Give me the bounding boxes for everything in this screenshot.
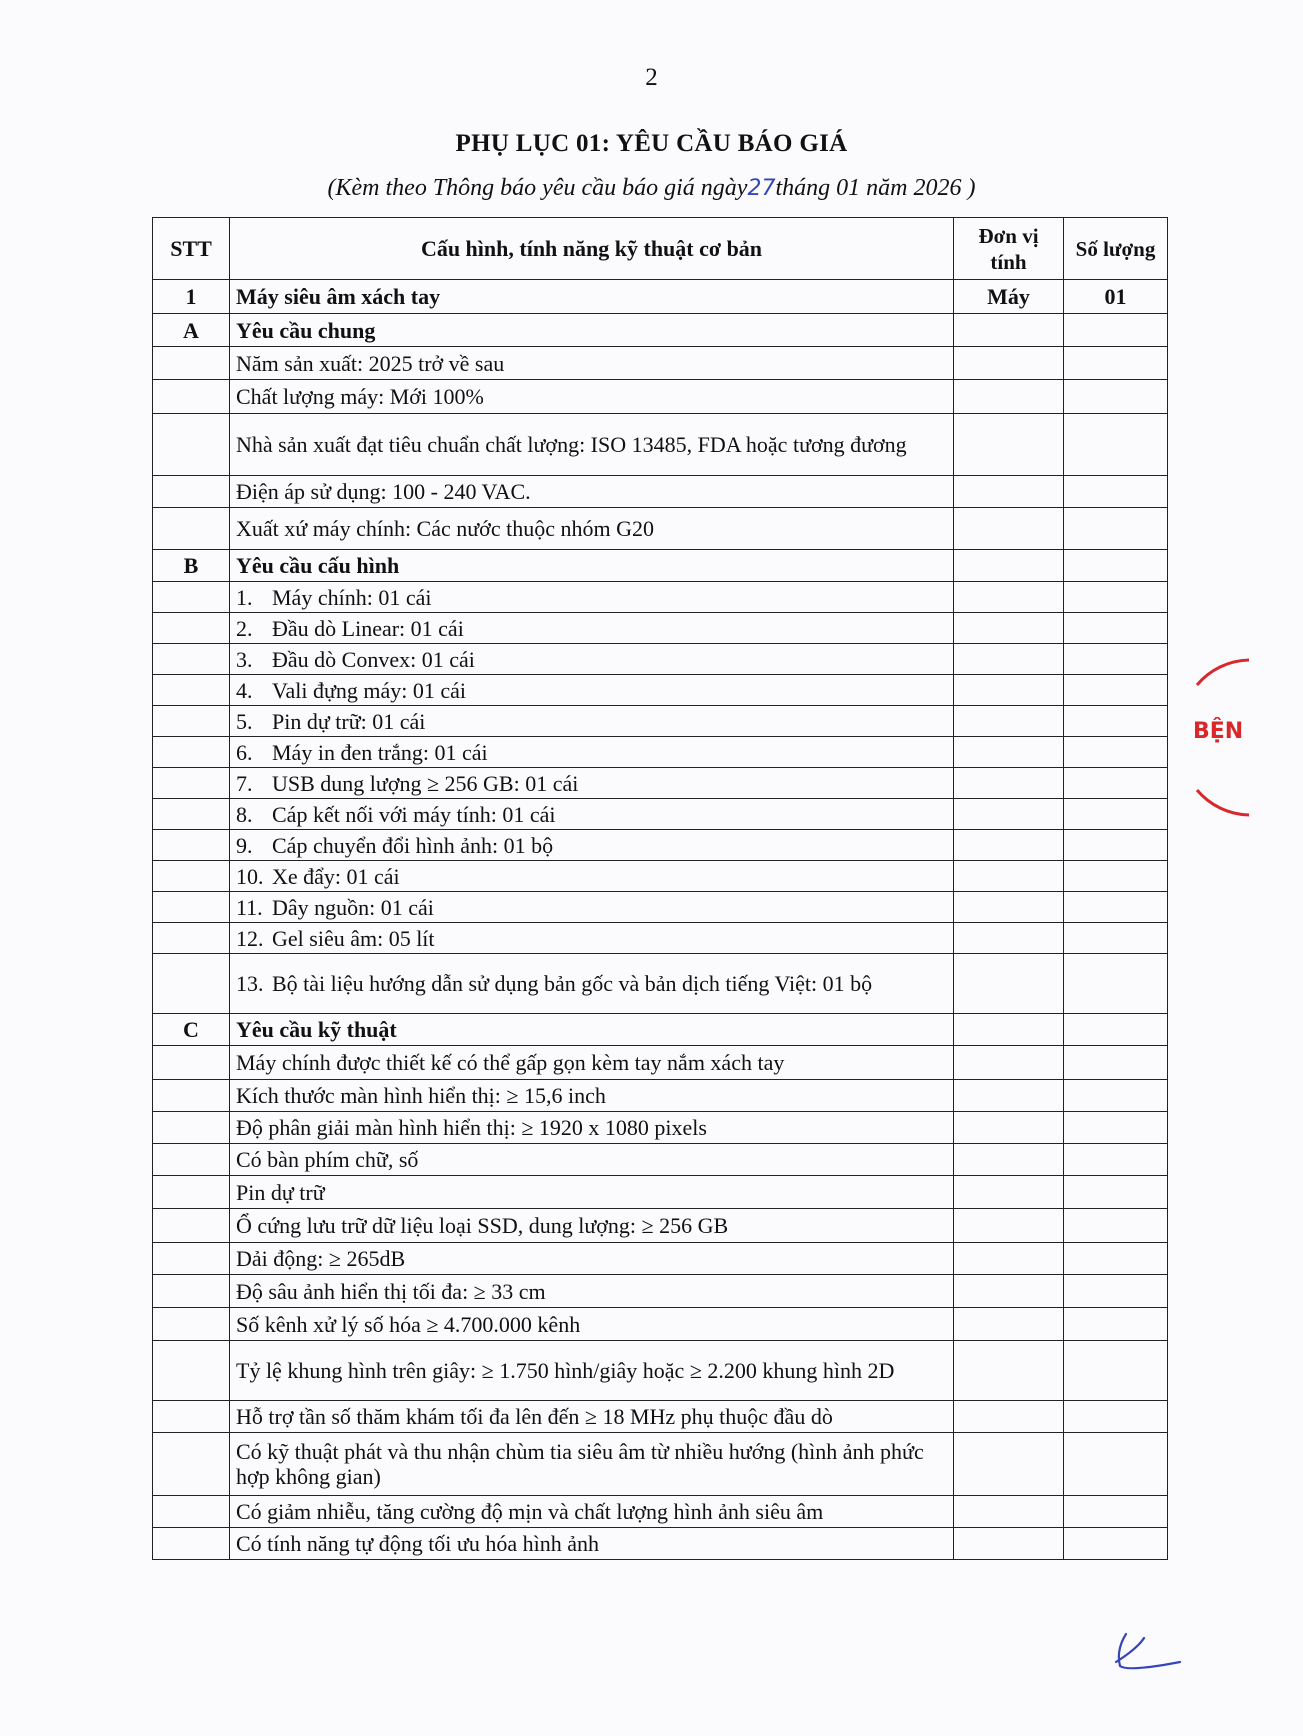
empty-cell (1064, 582, 1168, 613)
empty-cell (153, 1046, 230, 1080)
empty-cell (153, 1433, 230, 1496)
table-row (153, 1308, 1168, 1341)
empty-cell (1064, 1401, 1168, 1433)
empty-cell (153, 613, 230, 644)
table-row (153, 582, 1168, 613)
page-number: 2 (645, 64, 658, 91)
table-row (153, 861, 1168, 892)
config-item (230, 954, 954, 1014)
empty-cell (954, 675, 1064, 706)
section-b-row (153, 550, 1168, 582)
empty-cell (954, 1528, 1064, 1560)
empty-cell (1064, 861, 1168, 892)
empty-cell (954, 1401, 1064, 1433)
item-text: Đầu dò Linear: 01 cái (272, 615, 464, 641)
empty-cell (954, 414, 1064, 476)
empty-cell (1064, 768, 1168, 799)
empty-cell (1064, 954, 1168, 1014)
empty-cell (1064, 414, 1168, 476)
empty-cell (954, 1496, 1064, 1528)
spec-text: Ổ cứng lưu trữ dữ liệu loại SSD, dung lượng: ≥ 256 GB (230, 1209, 954, 1243)
subtitle-after: tháng 01 năm 2026 ) (775, 175, 976, 201)
empty-cell (153, 799, 230, 830)
empty-cell (153, 768, 230, 799)
spec-text: Kích thước màn hình hiển thị: ≥ 15,6 inch (230, 1080, 954, 1112)
item-text: Gel siêu âm: 05 lít (272, 925, 435, 951)
empty-cell (153, 347, 230, 380)
table-row (153, 347, 1168, 380)
empty-cell (1064, 1275, 1168, 1308)
item-number: 5. (236, 708, 253, 734)
empty-cell (1064, 508, 1168, 550)
spec-text: Máy chính được thiết kế có thể gấp gọn kèm tay nắm xách tay (230, 1046, 954, 1080)
empty-cell (954, 1014, 1064, 1046)
empty-cell (153, 1209, 230, 1243)
item-number: 10. (236, 863, 264, 889)
table-row (153, 644, 1168, 675)
table-row (153, 923, 1168, 954)
config-item (230, 768, 954, 799)
signature-mark (1098, 1628, 1183, 1676)
spec-text: Dải động: ≥ 265dB (230, 1243, 954, 1275)
subtitle-before: (Kèm theo Thông báo yêu cầu báo giá ngày (327, 175, 748, 201)
item-number: 2. (236, 615, 253, 641)
product-stt: 1 (153, 280, 230, 314)
empty-cell (1064, 1014, 1168, 1046)
table-row (153, 380, 1168, 414)
section-b-stt: B (153, 550, 230, 582)
empty-cell (954, 892, 1064, 923)
empty-cell (1064, 1046, 1168, 1080)
empty-cell (954, 508, 1064, 550)
empty-cell (954, 582, 1064, 613)
item-text: Vali đựng máy: 01 cái (272, 677, 466, 703)
empty-cell (153, 1144, 230, 1176)
empty-cell (1064, 1080, 1168, 1112)
config-item-wrap (236, 585, 947, 610)
empty-cell (954, 1433, 1064, 1496)
empty-cell (954, 1275, 1064, 1308)
empty-cell (153, 892, 230, 923)
table-row (153, 1528, 1168, 1560)
empty-cell (1064, 1528, 1168, 1560)
config-item-wrap (236, 740, 947, 765)
header-stt: STT (153, 218, 230, 280)
table-row (153, 476, 1168, 508)
table-row (153, 706, 1168, 737)
empty-cell (954, 347, 1064, 380)
empty-cell (153, 644, 230, 675)
section-c-title: Yêu cầu kỹ thuật (230, 1014, 954, 1046)
empty-cell (1064, 1144, 1168, 1176)
table-row (153, 1401, 1168, 1433)
header-qty: Số lượng (1064, 218, 1168, 280)
product-unit: Máy (954, 280, 1064, 314)
section-a-title: Yêu cầu chung (230, 314, 954, 347)
product-qty: 01 (1064, 280, 1168, 314)
config-item (230, 675, 954, 706)
item-text: Pin dự trữ: 01 cái (272, 708, 426, 734)
empty-cell (954, 550, 1064, 582)
empty-cell (954, 861, 1064, 892)
item-text: Máy in đen trắng: 01 cái (272, 739, 488, 765)
item-number: 9. (236, 832, 253, 858)
empty-cell (954, 830, 1064, 861)
config-item (230, 799, 954, 830)
empty-cell (954, 1176, 1064, 1209)
empty-cell (153, 508, 230, 550)
config-item-wrap (236, 709, 947, 734)
config-item-wrap (236, 678, 947, 703)
config-item (230, 830, 954, 861)
empty-cell (1064, 1209, 1168, 1243)
table-row (153, 892, 1168, 923)
spec-text: Có giảm nhiễu, tăng cường độ mịn và chất lượng hình ảnh siêu âm (230, 1496, 954, 1528)
empty-cell (153, 1176, 230, 1209)
empty-cell (153, 830, 230, 861)
table-row (153, 1046, 1168, 1080)
table-row (153, 1243, 1168, 1275)
empty-cell (954, 476, 1064, 508)
config-item-wrap (236, 616, 947, 641)
empty-cell (1064, 644, 1168, 675)
product-row (153, 280, 1168, 314)
empty-cell (153, 675, 230, 706)
config-item-wrap (236, 771, 947, 796)
config-item-wrap (236, 802, 947, 827)
config-item-wrap (236, 895, 947, 920)
table-row (153, 675, 1168, 706)
table-row (153, 1275, 1168, 1308)
empty-cell (153, 1080, 230, 1112)
table-row (153, 1080, 1168, 1112)
table-row (153, 1433, 1168, 1496)
item-text: Cáp kết nối với máy tính: 01 cái (272, 801, 556, 827)
item-text: Dây nguồn: 01 cái (272, 894, 434, 920)
empty-cell (153, 380, 230, 414)
spec-text: Năm sản xuất: 2025 trở về sau (230, 347, 954, 380)
empty-cell (1064, 314, 1168, 347)
empty-cell (153, 1528, 230, 1560)
item-number: 12. (236, 925, 264, 951)
empty-cell (954, 768, 1064, 799)
item-number: 4. (236, 677, 253, 703)
empty-cell (1064, 1112, 1168, 1144)
item-text: Cáp chuyển đổi hình ảnh: 01 bộ (272, 832, 554, 858)
section-a-row (153, 314, 1168, 347)
item-number: 8. (236, 801, 253, 827)
item-number: 13. (236, 971, 264, 996)
table-row (153, 613, 1168, 644)
config-item-wrap (236, 971, 947, 996)
config-item (230, 613, 954, 644)
empty-cell (954, 1341, 1064, 1401)
table-row (153, 1112, 1168, 1144)
empty-cell (1064, 550, 1168, 582)
empty-cell (153, 1112, 230, 1144)
empty-cell (153, 1308, 230, 1341)
spec-text: Tỷ lệ khung hình trên giây: ≥ 1.750 hình/giây hoặc ≥ 2.200 khung hình 2D (230, 1341, 954, 1401)
empty-cell (954, 1308, 1064, 1341)
empty-cell (1064, 706, 1168, 737)
empty-cell (153, 1401, 230, 1433)
empty-cell (954, 1243, 1064, 1275)
table-row (153, 954, 1168, 1014)
spec-text: Có bàn phím chữ, số (230, 1144, 954, 1176)
product-name: Máy siêu âm xách tay (230, 280, 954, 314)
empty-cell (153, 582, 230, 613)
empty-cell (954, 706, 1064, 737)
item-number: 11. (236, 894, 263, 920)
empty-cell (1064, 613, 1168, 644)
empty-cell (954, 1144, 1064, 1176)
empty-cell (954, 1209, 1064, 1243)
empty-cell (954, 1046, 1064, 1080)
spec-text: Có tính năng tự động tối ưu hóa hình ảnh (230, 1528, 954, 1560)
handwritten-day: 27 (747, 176, 776, 201)
table-row (153, 1496, 1168, 1528)
header-spec: Cấu hình, tính năng kỹ thuật cơ bản (230, 218, 954, 280)
empty-cell (1064, 799, 1168, 830)
table-row (153, 1209, 1168, 1243)
item-text: USB dung lượng ≥ 256 GB: 01 cái (272, 770, 579, 796)
config-item-wrap (236, 926, 947, 951)
empty-cell (954, 954, 1064, 1014)
empty-cell (153, 1275, 230, 1308)
spec-text: Xuất xứ máy chính: Các nước thuộc nhóm G20 (230, 508, 954, 550)
item-number: 7. (236, 770, 253, 796)
empty-cell (954, 799, 1064, 830)
empty-cell (1064, 1496, 1168, 1528)
spec-table (152, 217, 1168, 1560)
empty-cell (954, 1080, 1064, 1112)
empty-cell (153, 414, 230, 476)
empty-cell (153, 954, 230, 1014)
table-row (153, 768, 1168, 799)
spec-text: Độ phân giải màn hình hiển thị: ≥ 1920 x 1080 pixels (230, 1112, 954, 1144)
empty-cell (954, 613, 1064, 644)
item-text: Máy chính: 01 cái (272, 584, 432, 610)
empty-cell (954, 314, 1064, 347)
spec-text: Điện áp sử dụng: 100 - 240 VAC. (230, 476, 954, 508)
config-item-wrap (236, 647, 947, 672)
config-item (230, 892, 954, 923)
empty-cell (954, 737, 1064, 768)
stamp-text: BỆN (1193, 719, 1244, 744)
spec-text: Nhà sản xuất đạt tiêu chuẩn chất lượng: ISO 13485, FDA hoặc tương đương (230, 414, 954, 476)
empty-cell (954, 923, 1064, 954)
empty-cell (1064, 923, 1168, 954)
empty-cell (1064, 737, 1168, 768)
empty-cell (1064, 1433, 1168, 1496)
empty-cell (1064, 347, 1168, 380)
empty-cell (1064, 1176, 1168, 1209)
table-row (153, 799, 1168, 830)
item-text: Xe đẩy: 01 cái (272, 863, 400, 889)
spec-text: Hỗ trợ tần số thăm khám tối đa lên đến ≥ 18 MHz phụ thuộc đầu dò (230, 1401, 954, 1433)
config-item (230, 923, 954, 954)
table-row (153, 830, 1168, 861)
table-header-row (153, 218, 1168, 280)
document-subtitle (0, 175, 1303, 202)
table-row (153, 508, 1168, 550)
spec-text: Có kỹ thuật phát và thu nhận chùm tia siêu âm từ nhiều hướng (hình ảnh phức hợp không gian) (230, 1433, 954, 1496)
spec-text: Chất lượng máy: Mới 100% (230, 380, 954, 414)
empty-cell (153, 706, 230, 737)
empty-cell (1064, 830, 1168, 861)
empty-cell (153, 476, 230, 508)
empty-cell (1064, 1308, 1168, 1341)
config-item (230, 861, 954, 892)
config-item (230, 582, 954, 613)
section-c-stt: C (153, 1014, 230, 1046)
spec-text: Pin dự trữ (230, 1176, 954, 1209)
spec-text: Độ sâu ảnh hiển thị tối đa: ≥ 33 cm (230, 1275, 954, 1308)
table-row (153, 1176, 1168, 1209)
item-number: 1. (236, 584, 253, 610)
empty-cell (153, 1341, 230, 1401)
empty-cell (153, 737, 230, 768)
config-item (230, 706, 954, 737)
empty-cell (153, 923, 230, 954)
item-text: Bộ tài liệu hướng dẫn sử dụng bản gốc và bản dịch tiếng Việt: 01 bộ (272, 971, 873, 996)
empty-cell (1064, 892, 1168, 923)
table-row (153, 1341, 1168, 1401)
empty-cell (1064, 380, 1168, 414)
empty-cell (153, 1243, 230, 1275)
table-row (153, 737, 1168, 768)
header-unit: Đơn vị tính (954, 218, 1064, 280)
config-item-wrap (236, 833, 947, 858)
empty-cell (1064, 1341, 1168, 1401)
table-row (153, 1144, 1168, 1176)
empty-cell (153, 1496, 230, 1528)
red-stamp-fragment (1189, 640, 1244, 840)
item-number: 3. (236, 646, 253, 672)
empty-cell (1064, 1243, 1168, 1275)
item-text: Đầu dò Convex: 01 cái (272, 646, 475, 672)
section-b-title: Yêu cầu cấu hình (230, 550, 954, 582)
config-item-wrap (236, 864, 947, 889)
section-c-row (153, 1014, 1168, 1046)
config-item (230, 737, 954, 768)
empty-cell (954, 644, 1064, 675)
empty-cell (1064, 476, 1168, 508)
empty-cell (954, 380, 1064, 414)
item-number: 6. (236, 739, 253, 765)
empty-cell (153, 861, 230, 892)
section-a-stt: A (153, 314, 230, 347)
spec-text: Số kênh xử lý số hóa ≥ 4.700.000 kênh (230, 1308, 954, 1341)
config-item (230, 644, 954, 675)
empty-cell (1064, 675, 1168, 706)
document-title: PHỤ LỤC 01: YÊU CẦU BÁO GIÁ (455, 130, 848, 157)
empty-cell (954, 1112, 1064, 1144)
table-row (153, 414, 1168, 476)
